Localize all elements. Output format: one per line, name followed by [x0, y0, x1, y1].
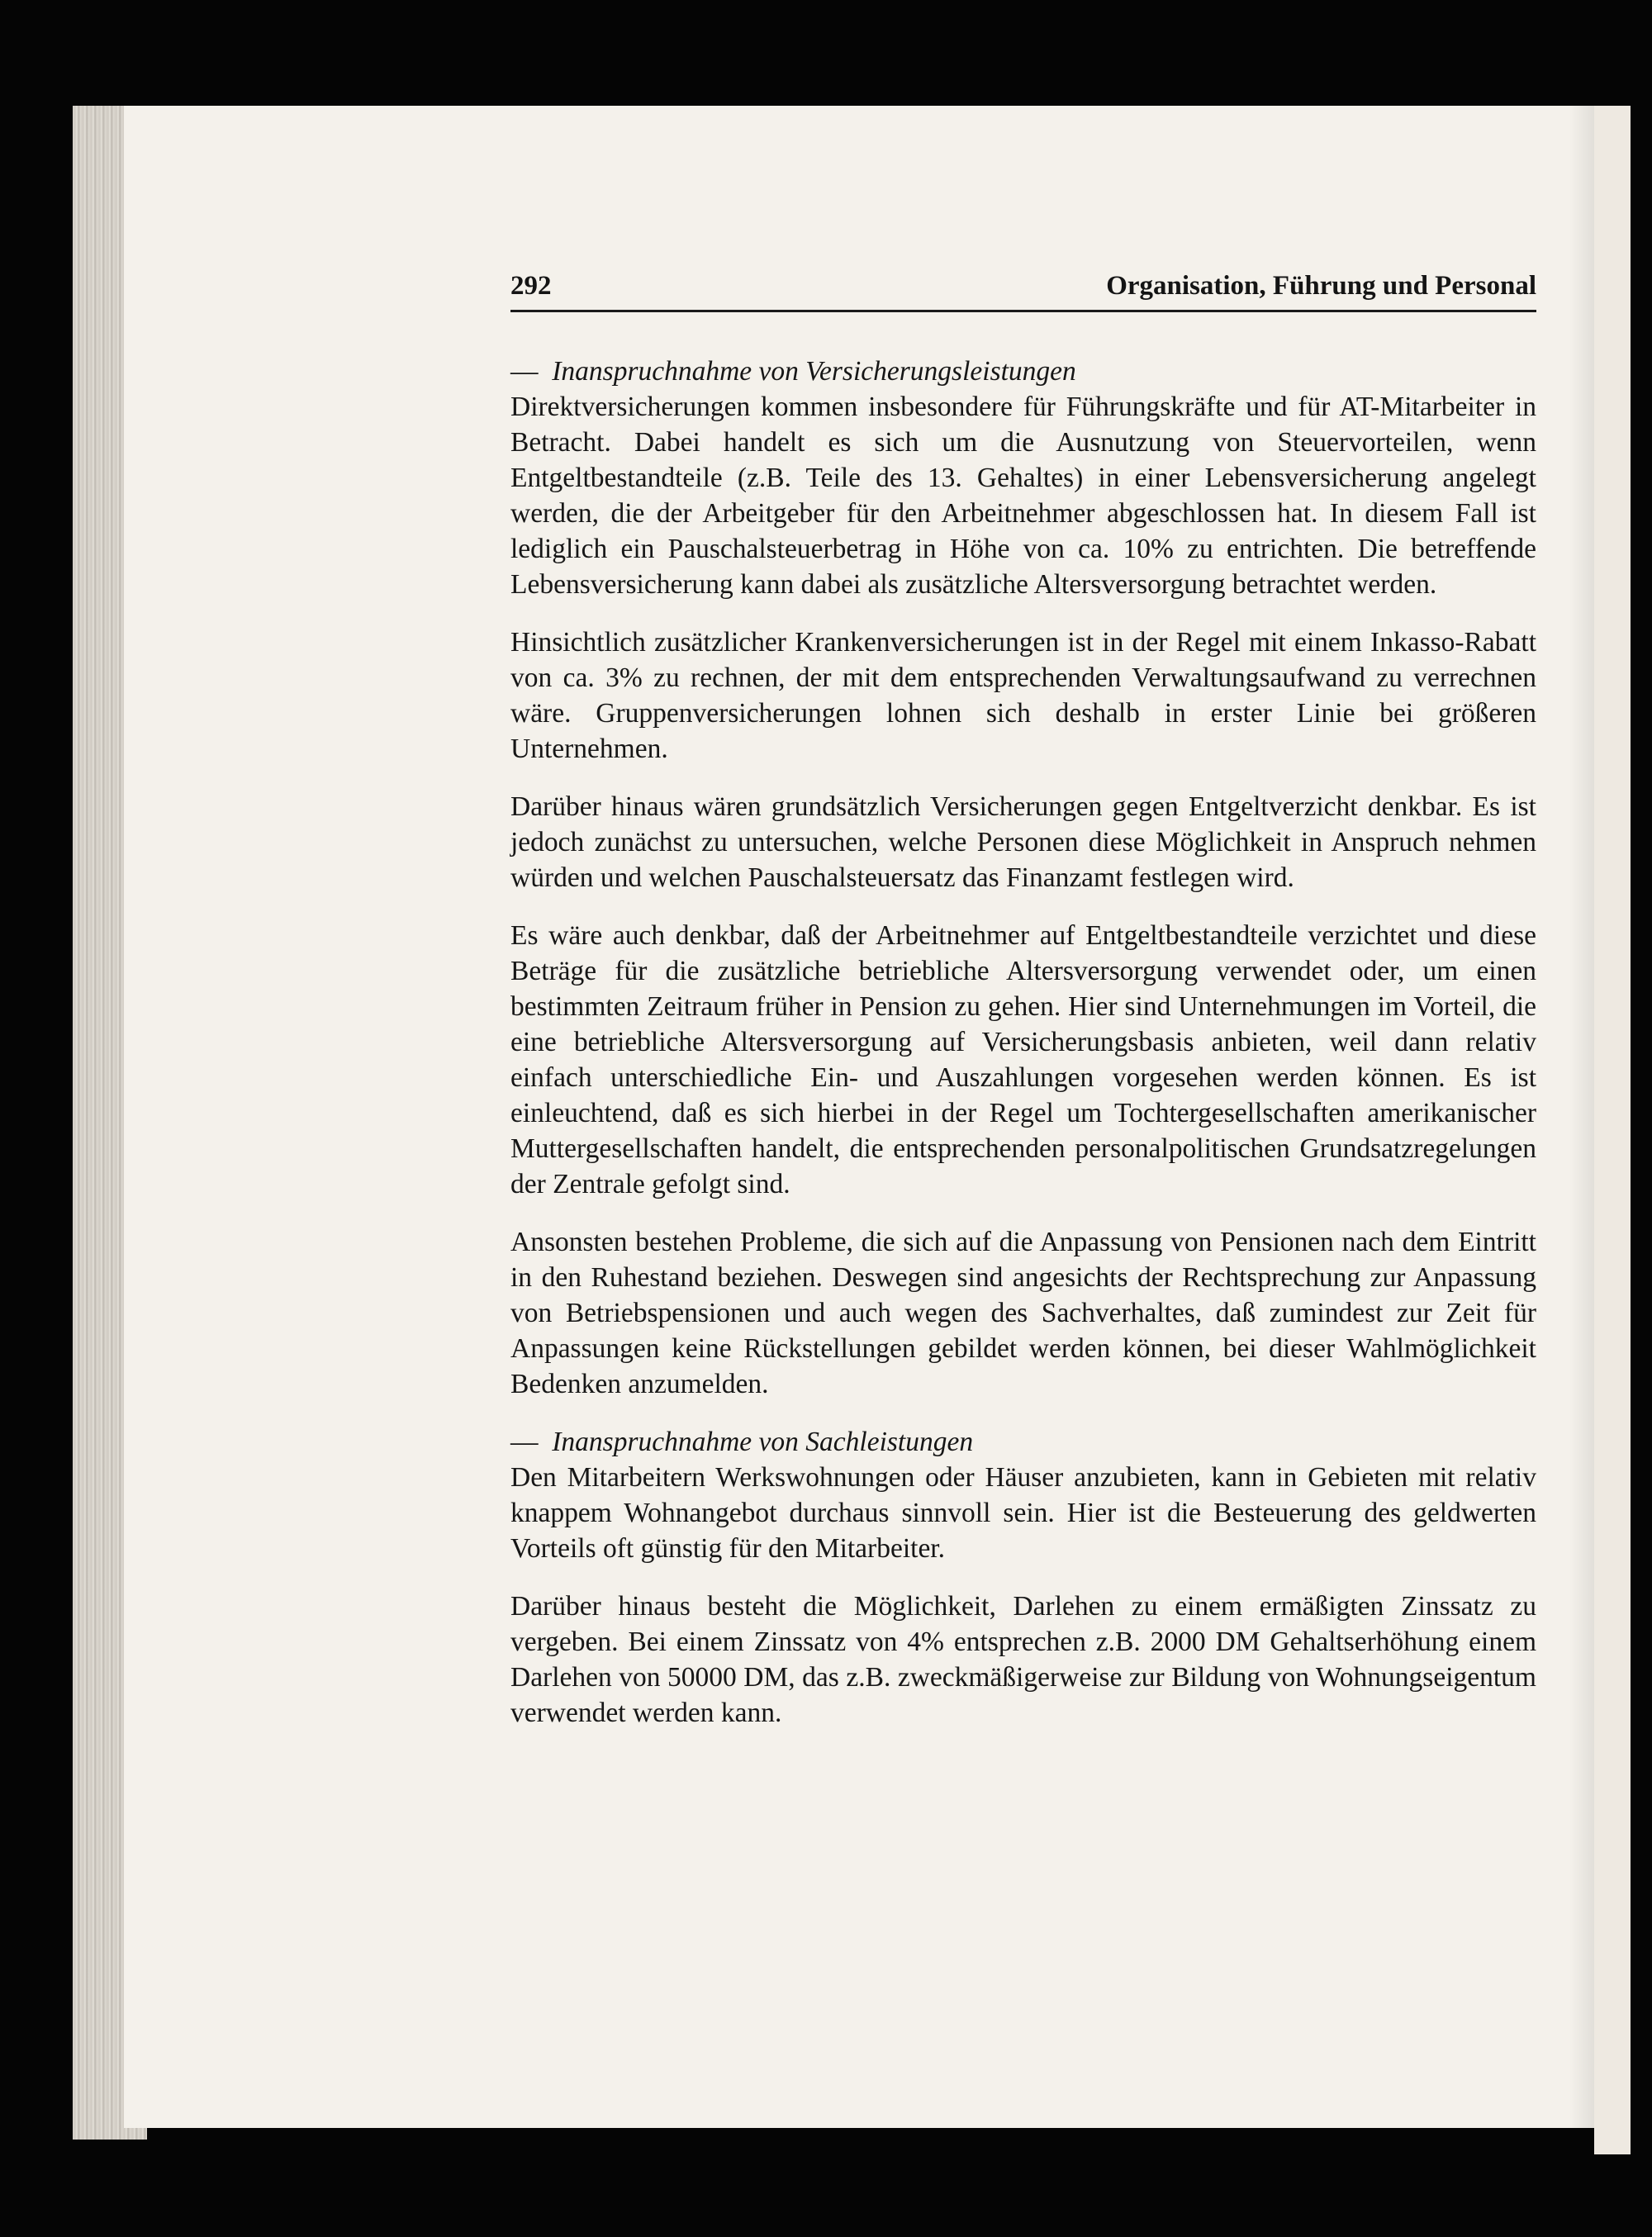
paragraph: Den Mitarbeitern Werkswohnungen oder Häuser anzubieten, kann in Gebieten mit relativ knappem Wohnangebot durchaus sinnvoll sein. Hier ist die Besteuerung des geldwerten Vorteils oft günstig für den Mitarbeiter.: [510, 1462, 1536, 1564]
page-gutter-shadow: [1569, 106, 1594, 2128]
paragraph: Darüber hinaus besteht die Möglichkeit, Darlehen zu einem ermäßigten Zinssatz zu vergeben. Bei einem Zinssatz von 4% entsprechen z.B. 2000 DM Gehaltserhöhung einem Darlehen von 50000 DM, das z.B. zweckmäßigerweise zur Bildung von Wohnungseigentum verwendet werden kann.: [510, 1591, 1536, 1728]
running-header: [510, 271, 1536, 304]
page-number: 292: [510, 271, 552, 301]
heading-text: Inanspruchnahme von Sachleistungen: [552, 1427, 974, 1457]
running-title: Organisation, Führung und Personal: [1106, 271, 1536, 301]
section-heading: [510, 354, 1536, 389]
header-rule: [510, 310, 1536, 312]
heading-dash: —: [510, 1427, 539, 1457]
heading-dash: —: [510, 356, 539, 387]
paragraph: Darüber hinaus wären grundsätzlich Versicherungen gegen Entgeltverzicht denkbar. Es ist jedoch zunächst zu untersuchen, welche Personen diese Möglichkeit in Anspruch nehmen würden und welchen Pauschalsteuersatz das Finanzamt festlegen wird.: [510, 791, 1536, 893]
paragraph: Ansonsten bestehen Probleme, die sich auf die Anpassung von Pensionen nach dem Eintritt in den Ruhestand beziehen. Deswegen sind angesichts der Rechtsprechung zur Anpassung von Betriebspensionen und auch wegen des Sachverhaltes, daß zumindest zur Zeit für Anpassungen keine Rückstellungen gebildet werden können, bei dieser Wahlmöglichkeit Bedenken anzumelden.: [510, 1227, 1536, 1399]
heading-text: Inanspruchnahme von Versicherungsleistungen: [552, 356, 1076, 387]
page-body: [510, 354, 1536, 1753]
adjacent-page-edge: [1594, 106, 1631, 2154]
paragraph: Es wäre auch denkbar, daß der Arbeitnehmer auf Entgeltbestandteile verzichtet und diese Beträge für die zusätzliche betriebliche Altersversorgung verwendet oder, um einen bestimmten Zeitraum früher in Pension zu gehen. Hier sind Unternehmungen im Vorteil, die eine betriebliche Altersversorgung auf Versicherungsbasis anbieten, weil dann relativ einfach unterschiedliche Ein- und Auszahlungen vorgesehen werden können. Es ist einleuchtend, daß es sich hierbei in der Regel um Tochtergesellschaften amerikanischer Muttergesellschaften handelt, die entsprechenden personalpolitischen Grundsatzregelungen der Zentrale gefolgt sind.: [510, 920, 1536, 1199]
paragraph: Direktversicherungen kommen insbesondere für Führungskräfte und für AT-Mitarbeiter in Betracht. Dabei handelt es sich um die Ausnutzung von Steuervorteilen, wenn Entgeltbestandteile (z.B. Teile des 13. Gehaltes) in einer Lebensversicherung angelegt werden, die der Arbeitgeber für den Arbeitnehmer abgeschlossen hat. In diesem Fall ist lediglich ein Pauschalsteuerbetrag in Höhe von ca. 10% zu entrichten. Die betreffende Lebensversicherung kann dabei als zusätzliche Altersversorgung betrachtet werden.: [510, 392, 1536, 600]
section-heading: [510, 1424, 1536, 1460]
paragraph: Hinsichtlich zusätzlicher Krankenversicherungen ist in der Regel mit einem Inkasso-Rabatt von ca. 3% zu rechnen, der mit dem entsprechenden Verwaltungsaufwand zu verrechnen wäre. Gruppenversicherungen lohnen sich deshalb in erster Linie bei größeren Unternehmen.: [510, 627, 1536, 764]
